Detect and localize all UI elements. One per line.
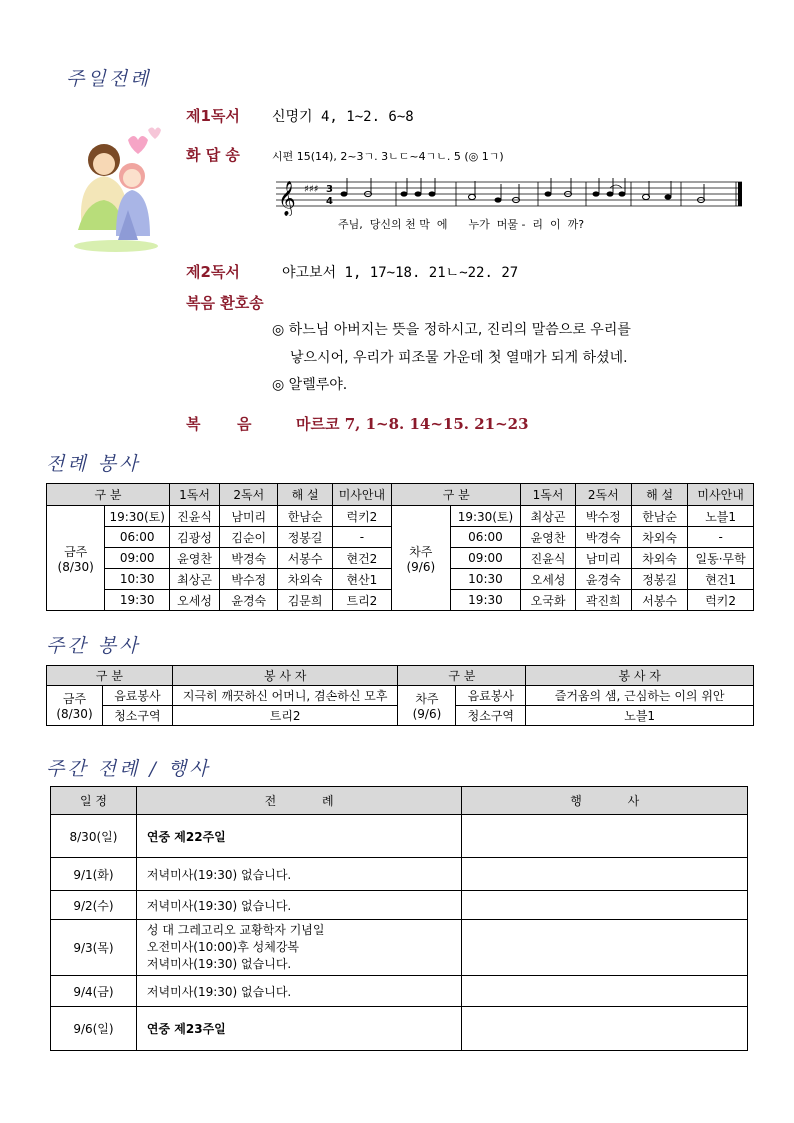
volunteer-cell: 즐거움의 샘, 근심하는 이의 위안 xyxy=(526,686,754,706)
ministry-header-usher: 미사안내 xyxy=(332,484,391,506)
gospel-text: 마르코 7, 1~8. 14~15. 21~23 xyxy=(296,415,529,433)
reading1-text: 신명기 4, 1~2. 6~8 xyxy=(272,109,414,125)
usher-cell: - xyxy=(332,527,391,548)
section-title-weekly-service: 주간 봉사 xyxy=(46,635,141,657)
section-title-ministry: 전례 봉사 xyxy=(46,453,141,475)
reading1-label: 제1독서 xyxy=(186,107,240,125)
svg-text:4: 4 xyxy=(326,196,333,207)
schedule-event xyxy=(462,920,748,976)
reader1-cell: 최상곤 xyxy=(170,569,220,590)
ministry-header-reading2: 2독서 xyxy=(220,484,278,506)
schedule-liturgy: 저녁미사(19:30) 없습니다. xyxy=(136,858,461,891)
jesus-child-illustration xyxy=(66,118,176,256)
reader2-cell: 남미리 xyxy=(220,506,278,527)
reader2-cell: 박경숙 xyxy=(220,548,278,569)
schedule-date: 9/4(금) xyxy=(51,976,137,1007)
acclamation-label: 복음 환호송 xyxy=(186,294,264,312)
commentator-cell: 김문희 xyxy=(278,590,332,611)
volunteer-cell: 지극히 깨끗하신 어머니, 겸손하신 모후 xyxy=(172,686,398,706)
usher-cell: 럭키2 xyxy=(688,590,754,611)
reader2-cell: 박수정 xyxy=(220,569,278,590)
commentator-cell: 차외숙 xyxy=(631,548,687,569)
service-type-cell: 음료봉사 xyxy=(456,686,526,706)
reader1-cell: 진윤식 xyxy=(170,506,220,527)
reader1-cell: 오세성 xyxy=(170,590,220,611)
schedule-table xyxy=(50,786,748,1051)
usher-cell: 현건1 xyxy=(688,569,754,590)
this-week-cell xyxy=(47,506,105,611)
reader2-cell: 남미리 xyxy=(575,548,631,569)
reading2-label: 제2독서 xyxy=(186,263,240,281)
next-week-label: 차주 xyxy=(409,544,433,559)
this-week-date: (8/30) xyxy=(57,559,94,574)
ministry-header-reading2: 2독서 xyxy=(575,484,631,506)
ministry-body xyxy=(47,506,754,611)
reader1-cell: 윤영찬 xyxy=(170,548,220,569)
reader1-cell: 최상곤 xyxy=(521,506,575,527)
schedule-event xyxy=(462,1007,748,1051)
time-cell: 06:00 xyxy=(105,527,170,548)
ministry-header-commentary: 해 설 xyxy=(631,484,687,506)
svg-text:3: 3 xyxy=(326,184,333,195)
schedule-header-date: 일 정 xyxy=(51,787,137,815)
schedule-liturgy-line: 성 대 그레고리오 교황학자 기념일 xyxy=(146,923,325,937)
this-week-label: 금주 xyxy=(64,544,88,559)
service-type-cell: 청소구역 xyxy=(102,706,172,726)
acclamation-line3: ◎ 알렐루야. xyxy=(272,377,348,393)
reader1-cell: 윤영찬 xyxy=(521,527,575,548)
schedule-liturgy-line: 오전미사(10:00)후 성체강복 xyxy=(146,940,300,954)
reader2-cell: 김순이 xyxy=(220,527,278,548)
this-week-label: 금주 xyxy=(62,692,87,706)
schedule-event xyxy=(462,858,748,891)
ministry-header-category: 구 분 xyxy=(392,484,521,506)
reading2-text: 야고보서 1, 17~18. 21ㄴ~22. 27 xyxy=(282,265,519,281)
treble-clef-icon: 𝄞 xyxy=(278,181,296,216)
usher-cell: 노블1 xyxy=(688,506,754,527)
reader1-cell: 김광성 xyxy=(170,527,220,548)
ministry-header-reading1: 1독서 xyxy=(521,484,575,506)
ministry-header-category: 구 분 xyxy=(47,484,170,506)
schedule-date: 9/3(목) xyxy=(51,920,137,976)
music-score xyxy=(276,172,746,216)
commentator-cell: 정봉길 xyxy=(278,527,332,548)
reader1-cell: 진윤식 xyxy=(521,548,575,569)
time-cell: 19:30 xyxy=(450,590,521,611)
acclamation-line2: 낳으시어, 우리가 피조물 가운데 첫 열매가 되게 하셨네. xyxy=(290,350,628,366)
time-cell: 09:00 xyxy=(450,548,521,569)
usher-cell: 일동·무학 xyxy=(688,548,754,569)
gospel-label: 복 음 xyxy=(186,415,252,433)
reader2-cell: 윤경숙 xyxy=(220,590,278,611)
time-cell: 19:30(토) xyxy=(105,506,170,527)
schedule-date: 9/2(수) xyxy=(51,891,137,920)
usher-cell: 럭키2 xyxy=(332,506,391,527)
commentator-cell: 서봉수 xyxy=(631,590,687,611)
usher-cell: 현건2 xyxy=(332,548,391,569)
usher-cell: - xyxy=(688,527,754,548)
reader2-cell: 박경숙 xyxy=(575,527,631,548)
time-cell: 10:30 xyxy=(105,569,170,590)
commentator-cell: 한남순 xyxy=(278,506,332,527)
schedule-liturgy: 연중 제23주일 xyxy=(136,1007,461,1051)
usher-cell: 현산1 xyxy=(332,569,391,590)
reader1-cell: 오세성 xyxy=(521,569,575,590)
section-title-liturgy: 주일전례 xyxy=(66,68,152,90)
time-cell: 19:30(토) xyxy=(450,506,521,527)
schedule-event xyxy=(462,815,748,858)
schedule-liturgy: 저녁미사(19:30) 없습니다. xyxy=(136,976,461,1007)
time-cell: 06:00 xyxy=(450,527,521,548)
commentator-cell: 차외숙 xyxy=(278,569,332,590)
commentator-cell: 정봉길 xyxy=(631,569,687,590)
service-type-cell: 청소구역 xyxy=(456,706,526,726)
schedule-liturgy-line: 저녁미사(19:30) 없습니다. xyxy=(146,957,292,971)
next-week-cell xyxy=(398,686,456,726)
acclamation-line1: ◎ 하느님 아버지는 뜻을 정하시고, 진리의 말씀으로 우리를 xyxy=(272,322,631,338)
service-header-category: 구 분 xyxy=(398,666,526,686)
usher-cell: 트리2 xyxy=(332,590,391,611)
commentator-cell: 차외숙 xyxy=(631,527,687,548)
ministry-header-reading1: 1독서 xyxy=(170,484,220,506)
time-cell: 09:00 xyxy=(105,548,170,569)
volunteer-cell: 노블1 xyxy=(526,706,754,726)
commentator-cell: 서봉수 xyxy=(278,548,332,569)
next-week-cell xyxy=(392,506,450,611)
psalm-lyrics: 주님, 당신의 천 막 에 누가 머물 - 리 이 까? xyxy=(338,218,585,231)
service-header-volunteer: 봉 사 자 xyxy=(526,666,754,686)
volunteer-cell: 트리2 xyxy=(172,706,398,726)
time-cell: 10:30 xyxy=(450,569,521,590)
psalm-text: 시편 15(14), 2~3ㄱ. 3ㄴㄷ~4ㄱㄴ. 5 (◎ 1ㄱ) xyxy=(272,150,504,163)
reader2-cell: 곽진희 xyxy=(575,590,631,611)
schedule-date: 9/6(일) xyxy=(51,1007,137,1051)
schedule-liturgy: 저녁미사(19:30) 없습니다. xyxy=(136,891,461,920)
schedule-event xyxy=(462,891,748,920)
reader2-cell: 박수정 xyxy=(575,506,631,527)
schedule-event xyxy=(462,976,748,1007)
schedule-liturgy xyxy=(136,920,461,976)
reader1-cell: 오국화 xyxy=(521,590,575,611)
reader2-cell: 윤경숙 xyxy=(575,569,631,590)
commentator-cell: 한남순 xyxy=(631,506,687,527)
ministry-table xyxy=(46,483,754,611)
svg-text:♯♯♯: ♯♯♯ xyxy=(304,184,319,195)
schedule-header-event: 행 사 xyxy=(462,787,748,815)
this-week-date: (8/30) xyxy=(56,707,93,721)
schedule-date: 9/1(화) xyxy=(51,858,137,891)
this-week-cell xyxy=(47,686,103,726)
next-week-date: (9/6) xyxy=(406,559,436,574)
heart-icon xyxy=(128,136,148,154)
time-cell: 19:30 xyxy=(105,590,170,611)
psalm-label: 화 답 송 xyxy=(186,146,240,164)
section-title-schedule: 주간 전례 / 행사 xyxy=(46,758,211,780)
next-week-date: (9/6) xyxy=(412,707,442,721)
schedule-header-liturgy: 전 례 xyxy=(136,787,461,815)
next-week-label: 차주 xyxy=(415,692,439,706)
service-header-category: 구 분 xyxy=(47,666,173,686)
service-type-cell: 음료봉사 xyxy=(102,686,172,706)
weekly-service-table xyxy=(46,665,754,726)
schedule-date: 8/30(일) xyxy=(51,815,137,858)
ministry-header-usher: 미사안내 xyxy=(688,484,754,506)
ministry-header-commentary: 해 설 xyxy=(278,484,332,506)
schedule-liturgy: 연중 제22주일 xyxy=(136,815,461,858)
service-header-volunteer: 봉 사 자 xyxy=(172,666,398,686)
